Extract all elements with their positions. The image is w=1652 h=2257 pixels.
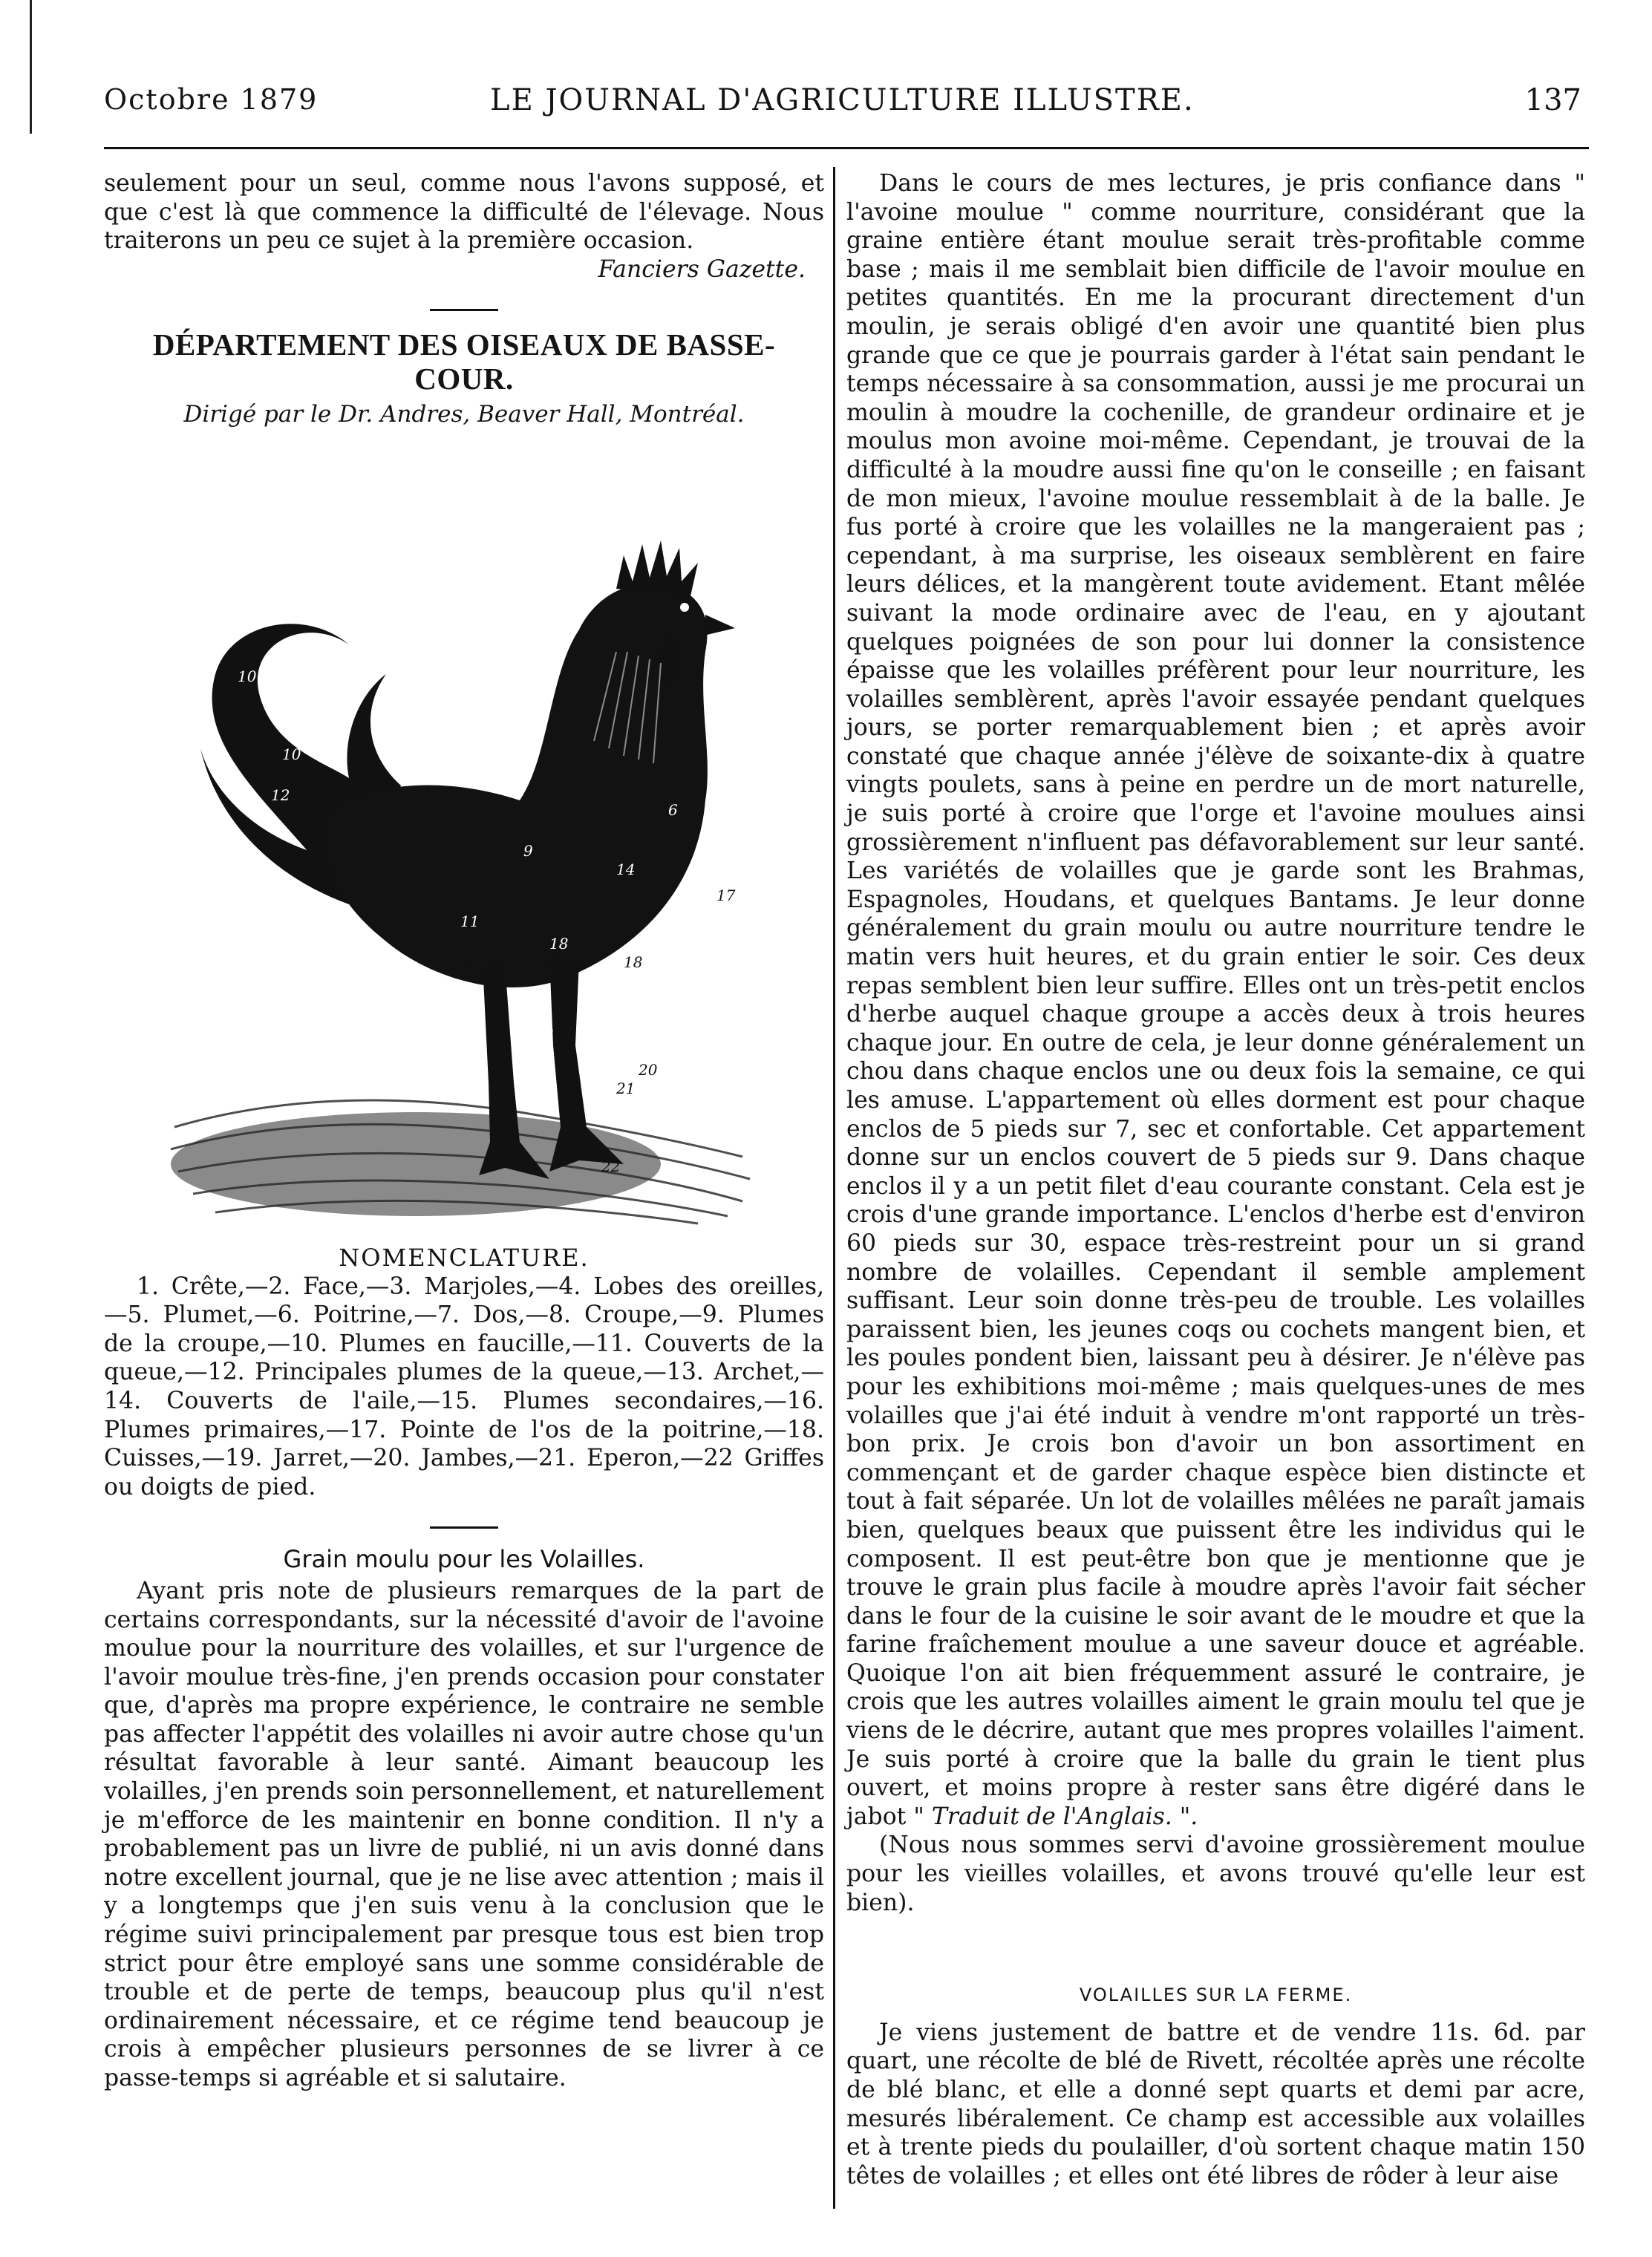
running-header xyxy=(104,83,1589,128)
section-rule-2 xyxy=(430,1526,498,1529)
rooster-beak xyxy=(704,615,735,636)
label-10a: 10 xyxy=(238,667,257,685)
right-paragraph-1-text: Dans le cours de mes lectures, je pris confiance dans " l'avoine moulue " comme nourriture, considérant que la graine entière étant moulue serait très-profitable comme base ; mais il me semblait bien difficile de l'avoir moulue en petites quantités. En me la procurant directement d'un moulin, je serais obligé d'en avoir une quantité bien plus grande que ce que je pourrais garder à l'état sain pendant le temps nécessaire à sa consommation, aussi je me procurai un moulin à moudre la cochenille, de grandeur ordinaire et je moulus mon avoine moi-même. Cependant, je trouvai de la difficulté à la moudre aussi fine qu'on le conseille ; en faisant de mon mieux, l'avoine moulue ressemblait à de la balle. Je fus porté à croire que les volailles ne la mangeraient pas ; cependant, à ma surprise, les oiseaux semblèrent en faire leurs délices, et la mangèrent toute avidement. Etant mêlée suivant la mode ordinaire avec de l'eau, en y ajoutant quelques poignées de son pour lui donner la consistence épaisse que les volailles préfèrent pour leur nourriture, les volailles semblèrent, après l'avoir essayée pendant quelques jours, se porter remarquablement bien ; et après avoir constaté que chaque année j'élève de soixante-dix à quatre vingts poulets, sans à peine en perdre un de mort naturelle, je suis porté à croire que l'orge et l'avoine moulues ainsi grossièrement n'influent pas défavorablement sur leur santé. Les variétés de volailles que je garde sont les Brahmas, Espagnoles, Houdans, et quelques Bantams. Je leur donne généralement du grain moulu ou autre nourriture tendre le matin vers huit heures, et du grain entier le soir. Ces deux repas semblent bien leur suffire. Elles ont un très-petit enclos d'herbe auquel chaque groupe a accès deux à trois heures chaque jour. En outre de cela, je leur donne généralement un chou dans chaque enclos une ou deux fois la semaine, ce qui les amuse. L'appartement où elles dorment est pour chaque enclos de 5 pieds sur 7, sec et confortable. Cet appartement donne sur un enclos couvert de 5 pieds sur 9. Dans chaque enclos il y a un petit filet d'eau courante constant. Cela est je crois d'une grande importance. L'enclos d'herbe est d'environ 60 pieds sur 30, espace très-restreint pour un si grand nombre de volailles. Cependant il semble amplement suffisant. Leur soin donne très-peu de trouble. Les volailles paraissent bien, les jeunes coqs ou cochets mangent bien, et les poules pondent bien, laissant peu à désirer. Je n'élève pas pour les exhibitions moi-même ; mais quelques-unes de mes volailles que j'ai été induit à vendre m'ont rapporté un très-bon prix. Je crois bon d'avoir un bon assortiment en commençant et de garder chaque espèce bien distincte et tout à fait séparée. Un lot de volailles mêlées ne paraît jamais bien, quelques beaux que puissent être les individus qui le composent. Il est peut-être bon que je mentionne que je trouve le grain plus facile à moudre après l'avoir fait sécher dans le four de la cuisine le soir avant de le moudre et que la farine fraîchement moulue a une saveur douce et agréable. Quoique l'on ait bien fréquemment assuré le contraire, je crois que les autres volailles aiment le grain moulu tel que je viens de le décrire, autant que mes propres volailles l'aiment. Je suis porté à croire que la balle du grain le tient plus ouvert, et moins propre à rester sans être digéré dans le jabot xyxy=(846,170,1585,1830)
label-19a: 19 xyxy=(535,1023,554,1042)
label-22: 22 xyxy=(601,1157,621,1175)
right-column xyxy=(846,169,1585,2190)
department-subtitle: Dirigé par le Dr. Andres, Beaver Hall, Montréal. xyxy=(183,401,745,428)
label-9b: 9 xyxy=(523,841,533,860)
right-paragraph-2: (Nous nous sommes servi d'avoine grossièrement moulue pour les vieilles volailles, et avons trouvé qu'elle leur est bien). xyxy=(846,1832,1585,1916)
grain-paragraph: Ayant pris note de plusieurs remarques de la part de certains correspondants, sur la nécessité d'avoir de l'avoine moulue pour la nourriture des volailles, et sur l'urgence de l'avoir moulue très-fine, j'en prends occasion pour constater que, d'après ma propre expérience, le contraire ne semble pas affecter l'appétit des volailles ni avoir autre chose qu'un résultat favorable à leur santé. Aimant beaucoup les volailles, j'en prends soin personnellement, et naturellement je m'efforce de les maintenir en bonne condition. Il n'y a probablement pas un livre de publié, ni un avis donné dans notre excellent journal, que je ne lise avec attention ; mais il y a longtemps que j'en suis venu à la conclusion que le régime suivi principalement par presque tous est bien trop strict pour être employé sans une somme considérable de trouble et de perte de temps, beaucoup plus qu'il n'est ordinairement nécessaire, et ce régime tend beaucoup je crois à empêcher plusieurs personnes de se livrer à ce passe-temps si agréable et si salutaire. xyxy=(104,1577,824,2091)
intro-signature: Fanciers Gazette. xyxy=(598,255,806,283)
section-rule xyxy=(430,309,498,311)
nomenclature-text: 1. Crête,—2. Face,—3. Marjoles,—4. Lobes des oreilles, —5. Plumet,—6. Poitrine,—7. Dos,—8. Croupe,—9. Plumes de la croupe,—10. Plumes en faucille,—11. Couverts de la queue,—12. Principales plumes de la queue,—13. Archet,—14. Couverts de l'aile,—15. Plumes secondaires,—16. Plumes primaires,—17. Pointe de l'os de la poitrine,—18. Cuisses,—19. Jarret,—20. Jambes,—21. Eperon,—22 Griffes ou doigts de pied. xyxy=(104,1273,824,1500)
nomenclature-title: NOMENCLATURE. xyxy=(339,1243,590,1272)
rooster-eye xyxy=(680,603,689,612)
label-8: 8 xyxy=(475,852,485,871)
journal-title: LE JOURNAL D'AGRICULTURE ILLUSTRE. xyxy=(490,83,1195,117)
translation-credit: " Traduit de l'Anglais. ". xyxy=(913,1803,1198,1830)
label-14: 14 xyxy=(616,860,636,878)
page-edge-line xyxy=(30,0,32,134)
page-number: 137 xyxy=(1524,83,1581,117)
grain-section-title: Grain moulu pour les Volailles. xyxy=(283,1545,645,1574)
label-11: 11 xyxy=(460,912,480,930)
label-18b: 18 xyxy=(624,953,643,971)
rooster-comb xyxy=(616,540,698,596)
right-paragraph-1 xyxy=(846,169,1585,1831)
label-12b: 12 xyxy=(271,785,290,804)
header-rule xyxy=(104,147,1589,149)
label-12a: 12 xyxy=(286,704,305,722)
left-column xyxy=(104,169,824,2093)
rooster-figure xyxy=(104,429,824,1242)
label-10b: 10 xyxy=(282,745,301,763)
label-18a: 18 xyxy=(549,934,569,953)
label-21: 21 xyxy=(616,1079,636,1097)
department-title: DÉPARTEMENT DES OISEAUX DE BASSE-COUR. xyxy=(152,327,776,396)
label-19b: 19 xyxy=(579,1030,598,1049)
label-17: 17 xyxy=(716,886,736,904)
label-6: 6 xyxy=(668,800,678,819)
rooster-illustration xyxy=(104,429,824,1242)
intro-paragraph: seulement pour un seul, comme nous l'avons supposé, et que c'est là que commence la difficulté de l'élevage. Nous traiterons un peu ce sujet à la première occasion. xyxy=(104,170,824,255)
header-date: Octobre 1879 xyxy=(104,83,319,116)
label-16: 16 xyxy=(453,953,472,971)
label-7: 7 xyxy=(490,819,500,837)
label-20: 20 xyxy=(639,1060,658,1079)
ferme-paragraph: Je viens justement de battre et de vendre 11s. 6d. par quart, une récolte de blé de Rivett, récoltée après une récolte de blé blanc, et elle a donné sept quarts et demi par acre, mesurés libéralement. Ce champ est accessible aux volailles et à trente pieds du poulailler, d'où sortent chaque matin 150 têtes de volailles ; et elles ont été libres de rôder à leur aise xyxy=(846,2019,1585,2189)
ferme-section-title: VOLAILLES SUR LA FERME. xyxy=(1079,1985,1353,2006)
column-divider xyxy=(833,167,835,2209)
